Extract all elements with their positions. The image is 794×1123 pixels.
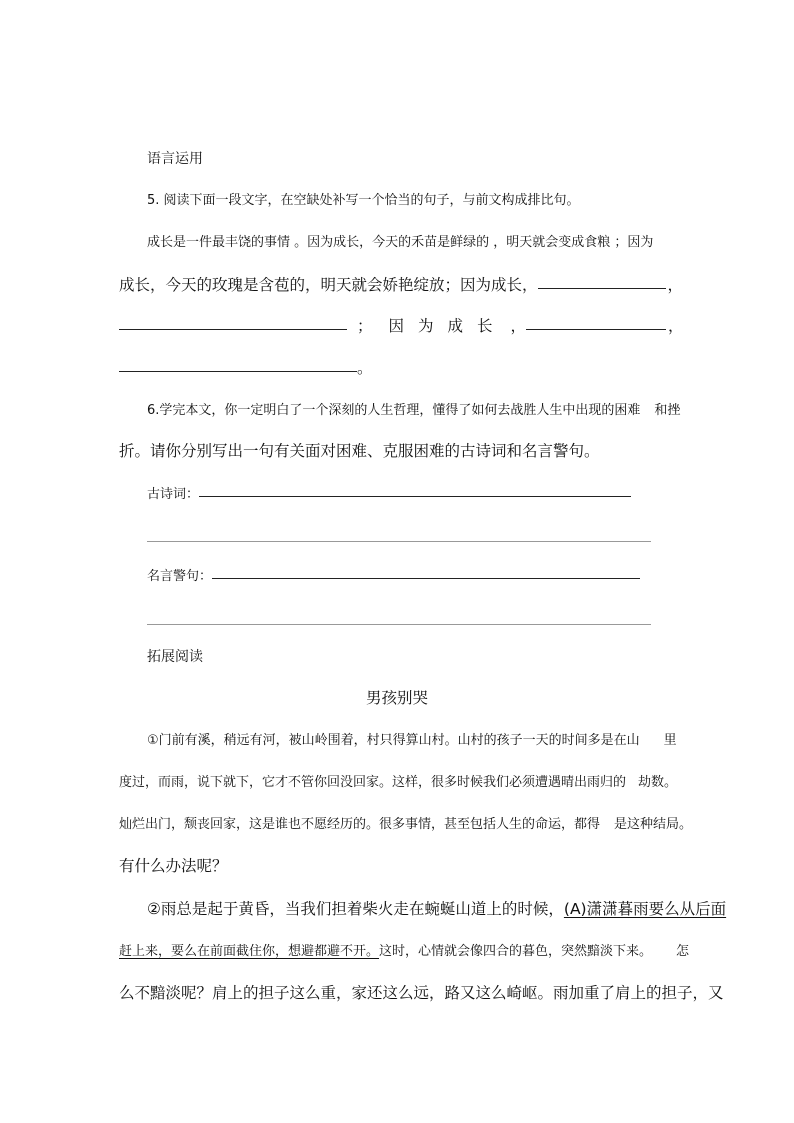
section-heading-language-use: 语言运用 [147, 151, 203, 167]
p1-line2-end: 劫数。 [638, 775, 678, 790]
p2-line2 [119, 945, 689, 958]
poem-answer-line-2[interactable] [147, 541, 651, 542]
q5-line1: 成长是一件最丰饶的事情 。因为成长，今天的禾苗是鲜绿的 ，明天就会变成食粮 ；因为 [147, 235, 654, 250]
p1-line1-end: 里 [663, 733, 677, 748]
q5-prompt: 5. 阅读下面一段文字，在空缺处补写一个恰当的句子，与前文构成排比句。 [147, 193, 580, 208]
q5-line2-text: 成长，今天的玫瑰是含苞的，明天就会娇艳绽放；因为成长， [119, 276, 538, 294]
answer-blank-1[interactable] [538, 287, 666, 289]
answer-blank-4[interactable] [119, 370, 357, 372]
q5-comma-3: ， [668, 317, 684, 335]
p1-line2 [119, 776, 677, 789]
p1-line1-text: ①门前有溪，稍远有河，被山岭围着，村只得算山村。山村的孩子一天的时间多是在山 [147, 733, 640, 748]
p1-line2-text: 度过，而雨，说下就下，它才不管你回没回家。这样，很多时候我们必须遭遇晴出雨归的 [119, 775, 627, 790]
q6-line2: 折。请你分别写出一句有关面对困难、克服困难的古诗词和名言警句。 [119, 442, 600, 460]
p1-line1 [147, 734, 677, 747]
p2-line1-text: ②雨总是起于黄昏，当我们担着柴火走在蜿蜒山道上的时候， [147, 900, 564, 918]
q5-line4 [119, 361, 373, 377]
p1-line3 [119, 818, 692, 831]
q5-line2 [119, 278, 683, 294]
q6-line1-text: 6.学完本文，你一定明白了一个深刻的人生哲理，懂得了如何去战胜人生中出现的困难 [147, 403, 641, 418]
p1-line4: 有什么办法呢？ [119, 857, 228, 875]
p1-line3-text: 灿烂出门，颓丧回家，这是谁也不愿经历的。很多事情，甚至包括人生的命运，都得 [119, 817, 601, 832]
quote-row [147, 570, 640, 583]
q5-comma-2: ， [510, 317, 527, 335]
q6-line1-end: 和挫 [654, 403, 681, 418]
q5-comma-1: ， [667, 276, 684, 294]
q5-because-text: 因为成长 [388, 317, 507, 335]
quote-answer-line-2[interactable] [147, 624, 651, 625]
poem-row [147, 488, 631, 501]
p2-line2-end: 怎 [676, 944, 690, 959]
p2-line3: 么不黯淡呢？肩上的担子这么重，家还这么远，路又这么崎岖。雨加重了肩上的担子，又 [119, 984, 724, 1002]
p1-line3-end: 是这种结局。 [614, 817, 693, 832]
q5-line3 [119, 319, 684, 335]
answer-blank-3[interactable] [526, 328, 666, 330]
p2-underlined-sentence-a-start: (A)潇潇暮雨要么从后面 [563, 900, 727, 918]
article-title: 男孩别哭 [365, 689, 428, 707]
q5-semicolon: ； [357, 317, 373, 335]
section-heading-extended-reading: 拓展阅读 [147, 649, 203, 665]
poem-answer-line[interactable] [199, 495, 631, 497]
quote-answer-line[interactable] [212, 577, 640, 579]
q6-line1 [147, 404, 680, 417]
p2-line1 [147, 902, 726, 918]
poem-label: 古诗词： [147, 487, 200, 502]
p2-line2-text: 这时，心情就会像四合的暮色，突然黯淡下来。 [379, 944, 653, 959]
answer-blank-2[interactable] [119, 328, 347, 330]
q5-period: 。 [357, 359, 373, 377]
p2-underlined-sentence-a-end: 赶上来，要么在前面截住你，想避都避不开。 [119, 944, 380, 959]
quote-label: 名言警句： [147, 569, 213, 584]
